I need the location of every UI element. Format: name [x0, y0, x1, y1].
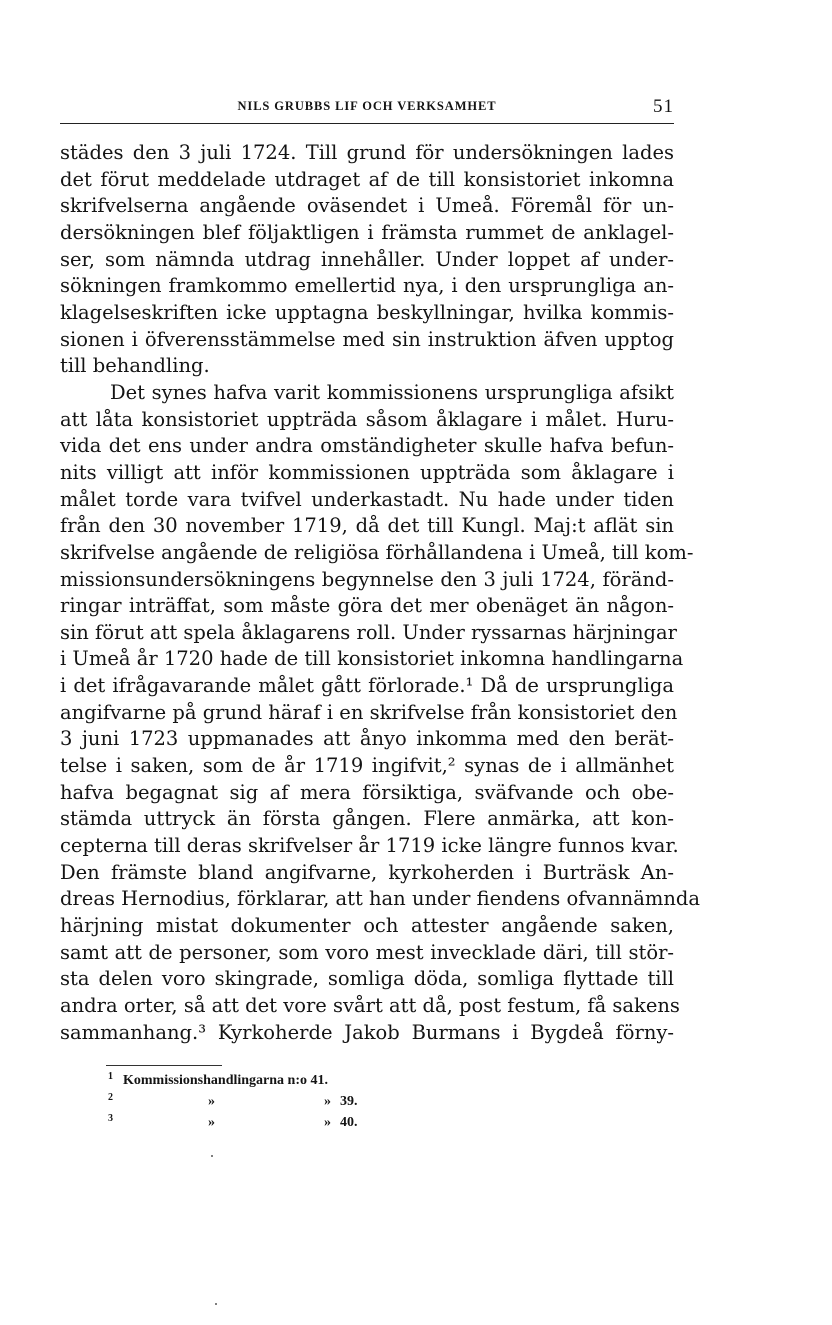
footnotes [108, 1070, 508, 1133]
footnote-text: Kommissionshandlingarna n:o 41. [123, 1073, 328, 1088]
text-line: samt att de personer, som voro mest invecklade däri, till stör- [60, 940, 674, 964]
text-line: vida det ens under andra omständigheter skulle hafva befun- [60, 434, 674, 458]
ditto-mark: » [324, 1115, 331, 1130]
footnote-number: 39. [340, 1094, 358, 1109]
text-line: dersökningen blef följaktligen i främsta rummet de anklagel- [60, 220, 674, 244]
text-line: i det ifrågavarande målet gått förlorade.¹ Då de ursprungliga [60, 674, 674, 698]
footnote-rule [106, 1065, 222, 1066]
text-line: nits villigt att inför kommissionen uppträda som åklagare i [60, 460, 674, 484]
text-line: 3 juni 1723 uppmanades att ånyo inkomma med den berät- [60, 727, 674, 751]
text-line: från den 30 november 1719, då det till Kungl. Maj:t aflät sin [60, 514, 674, 538]
text-line: telse i saken, som de år 1719 ingifvit,² synas de i allmänhet [60, 754, 674, 778]
body-text [60, 140, 700, 1046]
print-speck [215, 1303, 217, 1305]
footnote-marker: 1 [108, 1071, 113, 1082]
text-line: att låta konsistoriet uppträda såsom åklagare i målet. Huru- [60, 407, 674, 431]
text-line: stämda uttryck än första gången. Flere anmärka, att kon- [60, 807, 674, 831]
text-line: sökningen framkommo emellertid nya, i den ursprungliga an- [60, 274, 674, 298]
ditto-mark: » [208, 1115, 215, 1130]
print-speck [211, 1155, 213, 1157]
paragraph-start-line: Det synes hafva varit kommissionens ursprungliga afsikt [110, 380, 674, 404]
page-number: 51 [653, 96, 674, 117]
text-line: sin förut att spela åklagarens roll. Under ryssarnas härjningar [60, 620, 677, 644]
text-line: klagelseskriften icke upptagna beskyllningar, hvilka kommis- [60, 300, 674, 324]
running-title: NILS GRUBBS LIF OCH VERKSAMHET [237, 99, 497, 113]
text-line: sammanhang.³ Kyrkoherde Jakob Burmans i Bygdeå förny- [60, 1020, 674, 1044]
text-line: i Umeå år 1720 hade de till konsistoriet inkomna handlingarna [60, 647, 684, 671]
ditto-mark: » [324, 1094, 331, 1109]
ditto-mark: » [208, 1094, 215, 1109]
text-line: sionen i öfverensstämmelse med sin instruktion äfven upptog [60, 327, 674, 351]
text-line: ser, som nämnda utdrag innehåller. Under loppet af under- [60, 247, 674, 271]
running-head [60, 96, 674, 118]
footnote-3 [108, 1112, 508, 1133]
text-line: andra orter, så att det vore svårt att då, post festum, få sakens [60, 994, 680, 1017]
footnote-marker: 3 [108, 1113, 113, 1124]
footnote-1 [108, 1070, 508, 1091]
text-line: skrifvelserna angående oväsendet i Umeå. Föremål för un- [60, 194, 674, 218]
text-line: ringar inträffat, som måste göra det mer obenäget än någon- [60, 594, 674, 618]
text-line: missionsundersökningens begynnelse den 3 juli 1724, föränd- [60, 567, 674, 591]
header-rule [60, 123, 674, 124]
footnote-number: 40. [340, 1115, 358, 1130]
text-line: hafva begagnat sig af mera försiktiga, sväfvande och obe- [60, 780, 674, 804]
text-line: skrifvelse angående de religiösa förhållandena i Umeå, till kom- [60, 540, 694, 564]
footnote-marker: 2 [108, 1092, 113, 1103]
footnote-2 [108, 1091, 508, 1112]
text-line: sta delen voro skingrade, somliga döda, somliga flyttade till [60, 967, 674, 991]
text-line: cepterna till deras skrifvelser år 1719 icke längre funnos kvar. [60, 834, 679, 858]
text-line: målet torde vara tvifvel underkastadt. Nu hade under tiden [60, 487, 674, 511]
paragraph-end-line: till behandling. [60, 354, 210, 378]
text-line: härjning mistat dokumenter och attester angående saken, [60, 914, 674, 938]
text-line: det förut meddelade utdraget af de till konsistoriet inkomna [60, 167, 674, 191]
text-line: angifvarne på grund häraf i en skrifvelse från konsistoriet den [60, 700, 678, 724]
text-line: dreas Hernodius, förklarar, att han under fiendens ofvannämnda [60, 887, 700, 911]
text-line: Den främste bland angifvarne, kyrkoherden i Burträsk An- [60, 860, 674, 884]
text-line: städes den 3 juli 1724. Till grund för undersökningen lades [60, 141, 674, 164]
